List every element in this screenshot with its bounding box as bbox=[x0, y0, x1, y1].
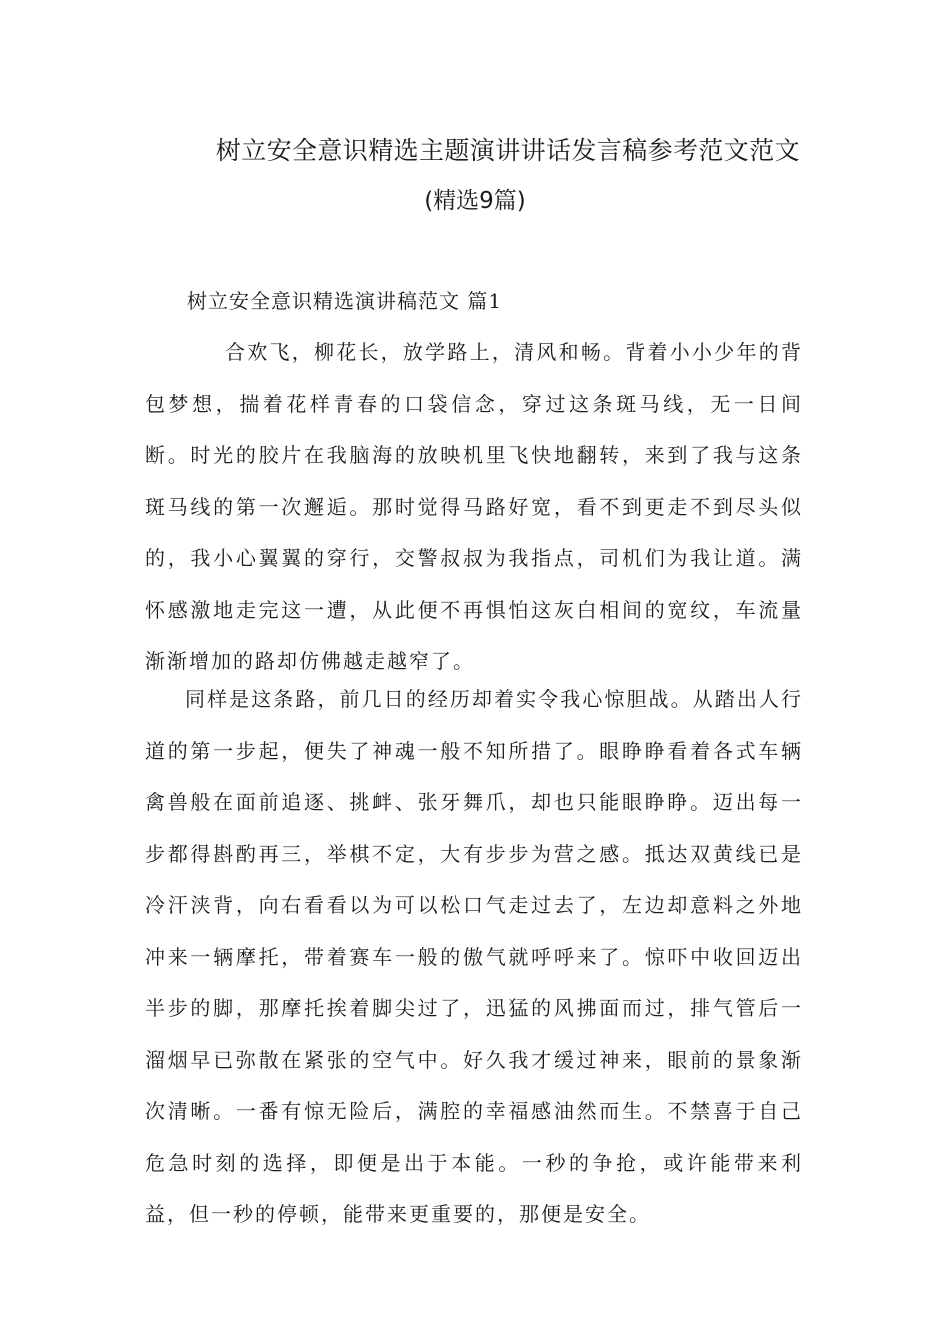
document-subtitle: (精选9篇) bbox=[424, 188, 526, 214]
body-paragraph: 合欢飞，柳花长，放学路上，清风和畅。背着小小少年的背包梦想，揣着花样青春的口袋信念，穿过这条斑马线，无一日间断。时光的胶片在我脑海的放映机里飞快地翻转，来到了我与这条斑马线的第一次邂逅。那时觉得马路好宽，看不到更走不到尽头似的，我小心翼翼的穿行，交警叔叔为我指点，司机们为我让道。满怀感激地走完这一遭，从此便不再惧怕这灰白相间的宽纹，车流量渐渐增加的路却仿佛越走越窄了。 bbox=[145, 340, 803, 673]
section-heading: 树立安全意识精选演讲稿范文 篇1 bbox=[187, 289, 503, 313]
body-paragraph: 同样是这条路，前几日的经历却着实令我心惊胆战。从踏出人行道的第一步起，便失了神魂一般不知所措了。眼睁睁看着各式车辆禽兽般在面前追逐、挑衅、张牙舞爪，却也只能眼睁睁。迈出每一步都得斟酌再三，举棋不定，大有步步为营之感。抵达双黄线已是冷汗浃背，向右看看以为可以松口气走过去了，左边却意料之外地冲来一辆摩托，带着赛车一般的傲气就呼呼来了。惊吓中收回迈出半步的脚，那摩托挨着脚尖过了，迅猛的风拂面而过，排气管后一溜烟早已弥散在紧张的空气中。好久我才缓过神来，眼前的景象渐次清晰。一番有惊无险后，满腔的幸福感油然而生。不禁喜于自己危急时刻的选择，即便是出于本能。一秒的争抢，或许能带来利益，但一秒的停顿，能带来更重要的，那便是安全。 bbox=[145, 687, 803, 1226]
document-title: 树立安全意识精选主题演讲讲话发言稿参考范文范文 bbox=[215, 136, 800, 165]
